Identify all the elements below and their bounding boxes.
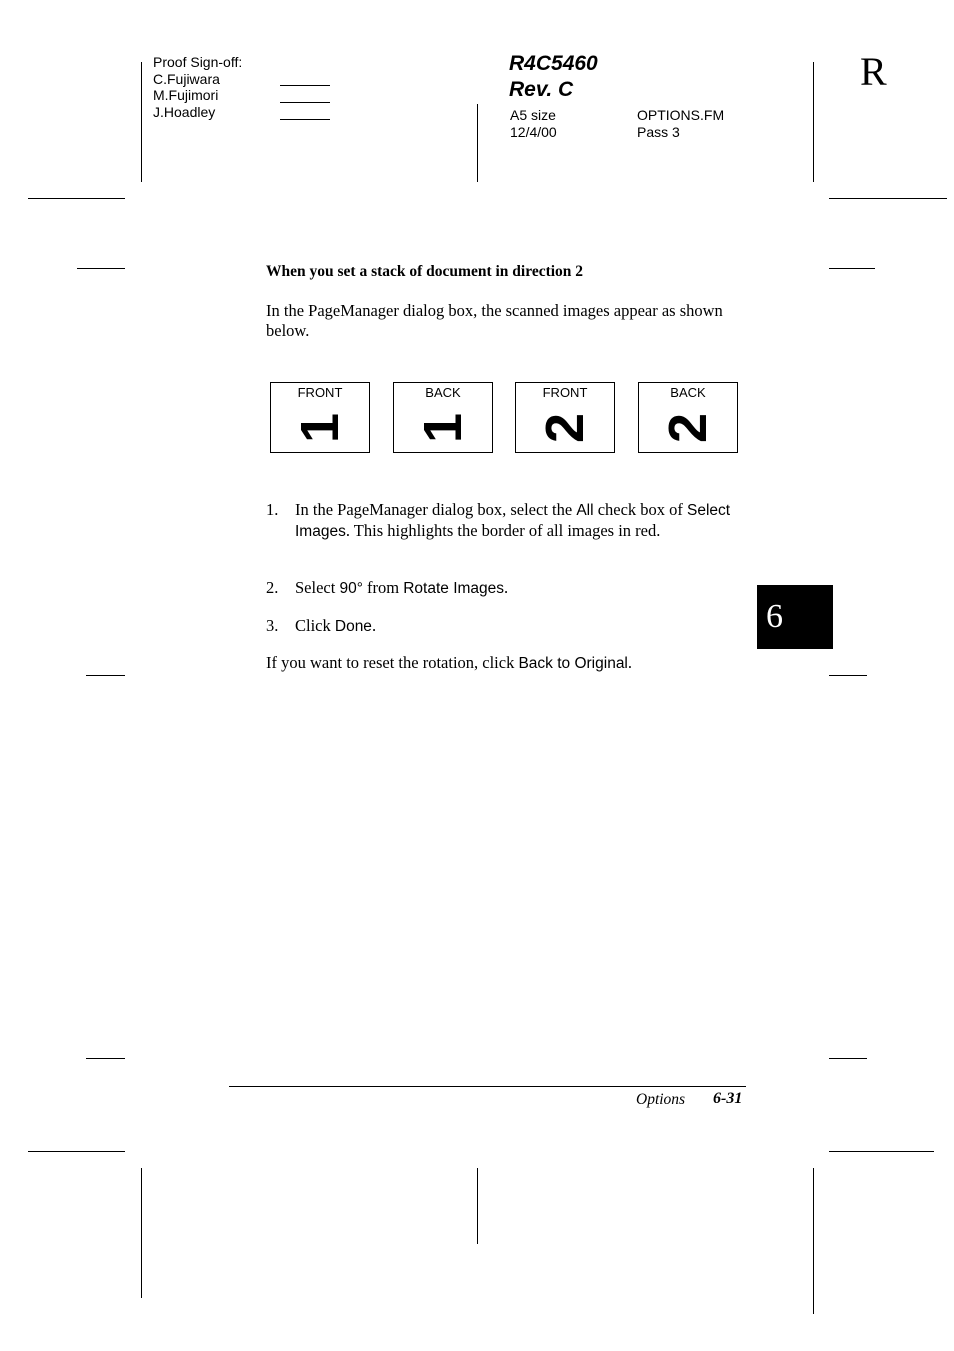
signature-line — [280, 102, 330, 103]
crop-mark-vertical-bottom-right — [813, 1168, 814, 1314]
reset-rotation-note: If you want to reset the rotation, click Back to Original. — [266, 653, 633, 672]
select-images-ref: Select Images — [295, 502, 731, 540]
done-button-ref: Done — [334, 618, 372, 635]
proof-signoff-block — [153, 54, 242, 120]
corner-letter: R — [860, 49, 887, 94]
step-text: Select 90° from Rotate Images. — [295, 578, 509, 597]
back-to-original-ref: Back to Original — [518, 655, 628, 672]
proof-signoff-label: Proof Sign-off: — [153, 54, 243, 70]
step-3 — [266, 616, 736, 638]
trim-mark-left-3 — [86, 1058, 125, 1059]
signer-name: J.Hoadley — [153, 103, 216, 120]
signature-line — [280, 119, 330, 120]
crop-mark-horizontal-top-left — [28, 198, 125, 199]
trim-mark-right-1 — [829, 268, 875, 269]
page-side-label: FRONT — [297, 385, 343, 400]
document-code-block — [509, 51, 598, 103]
document-meta-left — [510, 107, 557, 140]
step-2 — [266, 578, 736, 600]
crop-mark-vertical-top-right — [813, 62, 814, 182]
step-number: 3. — [266, 616, 279, 635]
trim-mark-left-1 — [77, 268, 125, 269]
scanned-page-back-1 — [393, 382, 493, 453]
document-code: R4C5460 — [509, 52, 598, 75]
scanned-page-back-2 — [638, 382, 738, 453]
pass-number: Pass 3 — [637, 123, 680, 140]
rotation-angle-ref: 90° — [339, 580, 363, 597]
signer-name: M.Fujimori — [153, 87, 219, 104]
crop-mark-vertical-bottom-left — [141, 1168, 142, 1298]
trim-mark-left-2 — [86, 675, 125, 676]
signature-line — [280, 85, 330, 86]
step-number: 2. — [266, 578, 279, 597]
document-meta-right — [637, 107, 724, 140]
page-side-label: BACK — [670, 385, 706, 400]
trim-mark-right-2 — [829, 675, 867, 676]
rotated-page-number: 2 — [534, 412, 595, 444]
step-text: In the PageManager dialog box, select the All check box of Select Images. This highlights the border of all images in red. — [295, 500, 731, 540]
step-1 — [266, 500, 736, 562]
crop-mark-vertical-top-center — [477, 104, 478, 182]
intro-paragraph: In the PageManager dialog box, the scanned images appear as shown below. — [266, 301, 723, 340]
document-date: 12/4/00 — [510, 123, 557, 140]
crop-mark-vertical-bottom-center — [477, 1168, 478, 1244]
document-revision: Rev. C — [509, 78, 574, 101]
crop-mark-horizontal-top-right — [829, 198, 947, 199]
rotated-page-number: 2 — [657, 412, 718, 444]
scanned-page-front-2 — [515, 382, 615, 453]
rotated-page-number: 1 — [289, 412, 350, 444]
file-name: OPTIONS.FM — [637, 107, 725, 123]
section-heading: When you set a stack of document in direction 2 — [266, 263, 584, 280]
rotated-page-number: 1 — [412, 412, 473, 444]
trim-mark-right-3 — [829, 1058, 867, 1059]
page-side-label: FRONT — [542, 385, 588, 400]
scanned-page-front-1 — [270, 382, 370, 453]
page-side-label: BACK — [425, 385, 461, 400]
signer-name: C.Fujiwara — [153, 70, 220, 87]
chapter-tab — [757, 585, 833, 649]
step-number: 1. — [266, 500, 279, 519]
crop-mark-vertical-top-left — [141, 62, 142, 182]
footer-section-name: Options — [636, 1091, 686, 1108]
all-checkbox-ref: All — [576, 502, 594, 519]
crop-mark-horizontal-bottom-right — [829, 1151, 934, 1152]
page-size: A5 size — [510, 107, 556, 123]
rotate-images-ref: Rotate Images — [403, 580, 505, 597]
step-text: Click Done. — [295, 616, 377, 635]
crop-mark-horizontal-bottom-left — [28, 1151, 125, 1152]
footer-rule — [229, 1086, 746, 1087]
footer-page-number: 6-31 — [713, 1090, 743, 1107]
chapter-number: 6 — [766, 598, 783, 635]
